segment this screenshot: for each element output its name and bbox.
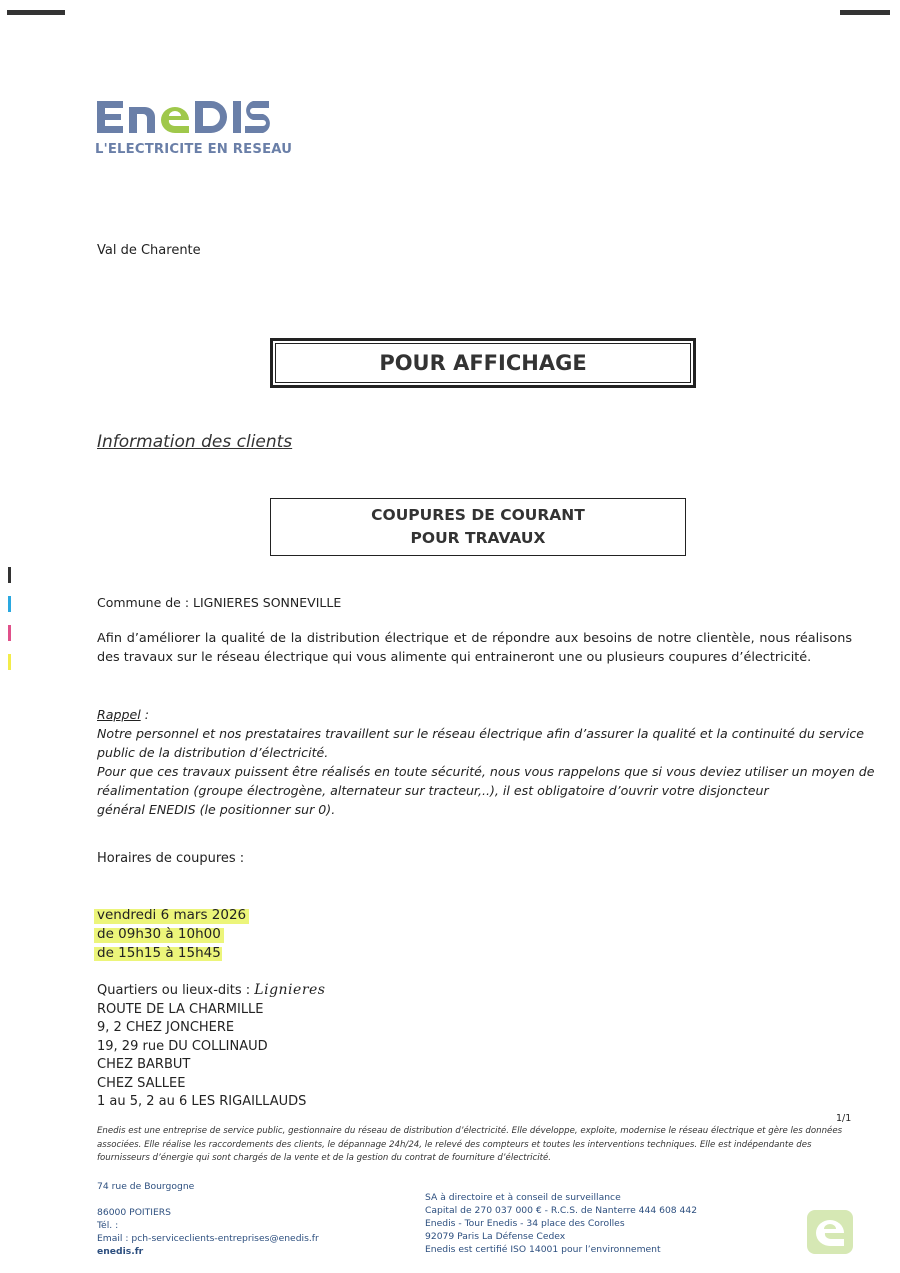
color-swatch-cyan — [8, 596, 11, 612]
color-swatch-black — [8, 567, 11, 583]
company-line: 92079 Paris La Défense Cedex — [425, 1231, 566, 1242]
commune: Commune de : LIGNIERES SONNEVILLE — [97, 595, 342, 610]
schedule-hours — [97, 906, 246, 963]
areas-section — [97, 981, 325, 1112]
region-name: Val de Charente — [97, 243, 201, 258]
area-item: 9, 2 CHEZ JONCHERE — [97, 1020, 235, 1035]
company-info — [425, 1191, 697, 1256]
notice-title-box — [270, 498, 686, 556]
handwritten-note: Lignieres — [254, 982, 326, 998]
rappel-line: Pour que ces travaux puissent être réalisés en toute sécurité, nous vous rappelons que si vous deviez utiliser un moyen de — [97, 764, 875, 779]
address-street: 74 rue de Bourgogne — [97, 1181, 195, 1192]
rappel-line: général ENEDIS (le positionner sur 0). — [97, 802, 336, 817]
company-line: SA à directoire et à conseil de surveillance — [425, 1192, 621, 1203]
logo-tagline: L'ELECTRICITE EN RESEAU — [95, 142, 293, 157]
enedis-emblem-icon — [806, 1209, 854, 1259]
rappel-line: public de la distribution d’électricité. — [97, 745, 329, 760]
schedule-slot: de 15h15 à 15h45 — [97, 945, 221, 961]
rappel-title-suffix: : — [140, 707, 149, 722]
area-item: 19, 29 rue DU COLLINAUD — [97, 1038, 268, 1054]
scan-mark-left — [7, 10, 65, 15]
area-item: CHEZ SALLEE — [97, 1075, 186, 1091]
schedule-slot: de 09h30 à 10h00 — [97, 926, 221, 942]
address-email[interactable]: Email : pch-serviceclients-entreprises@enedis.fr — [97, 1233, 319, 1244]
pour-affichage-label: POUR AFFICHAGE — [275, 343, 691, 383]
area-item: CHEZ BARBUT — [97, 1057, 191, 1072]
color-swatch-magenta — [8, 625, 11, 641]
company-line: Capital de 270 037 000 € - R.C.S. de Nanterre 444 608 442 — [425, 1205, 698, 1216]
address-city: 86000 POITIERS — [97, 1207, 171, 1218]
info-title: Information des clients — [97, 432, 293, 452]
company-line: Enedis - Tour Enedis - 34 place des Corolles — [425, 1218, 625, 1229]
enedis-logo — [95, 95, 295, 157]
rappel-section — [97, 705, 875, 819]
schedule-date: vendredi 6 mars 2026 — [97, 907, 247, 923]
area-item: ROUTE DE LA CHARMILLE — [97, 1001, 264, 1017]
website-link[interactable]: enedis.fr — [97, 1246, 144, 1257]
notice-title-line1: COUPURES DE COURANT — [371, 506, 585, 524]
scan-mark-right — [840, 10, 890, 15]
schedule-label: Horaires de coupures : — [97, 851, 245, 866]
rappel-line: Notre personnel et nos prestataires travaillent sur le réseau électrique afin d’assurer la qualité et la continuité du service — [97, 726, 865, 741]
legal-notice: Enedis est une entreprise de service public, gestionnaire du réseau de distribution d’électricité. Elle développe, exploite, modernise le réseau électrique et gère les données associées. Elle réalise les raccordements des clients, le dépannage 24h/24, le relevé des compteurs et toutes les interventions techniques. Elle est indépendante des fournisseurs d’énergie qui sont chargés de la vente et de la gestion du contrat de fourniture d’électricité. — [97, 1126, 843, 1163]
color-swatch-yellow — [8, 654, 11, 670]
areas-label: Quartiers ou lieux-dits : — [97, 983, 255, 998]
intro-paragraph: Afin d’améliorer la qualité de la distribution électrique et de répondre aux besoins de notre clientèle, nous réalisons des travaux sur le réseau électrique qui vous alimente qui entraineront une ou plusieurs coupures d’électricité. — [97, 631, 852, 665]
rappel-title: Rappel — [97, 707, 141, 722]
pour-affichage-box — [270, 338, 696, 388]
enedis-wordmark — [95, 95, 291, 137]
notice-title-line2: POUR TRAVAUX — [410, 529, 546, 547]
postal-address — [97, 1180, 319, 1258]
area-item: 1 au 5, 2 au 6 LES RIGAILLAUDS — [97, 1094, 307, 1109]
rappel-line: réalimentation (groupe électrogène, alternateur sur tracteur,..), il est obligatoire d’ouvrir votre disjoncteur — [97, 783, 769, 798]
address-tel: Tél. : — [97, 1220, 119, 1231]
page-number: 1/1 — [836, 1113, 852, 1124]
company-line: Enedis est certifié ISO 14001 pour l’environnement — [425, 1244, 661, 1255]
